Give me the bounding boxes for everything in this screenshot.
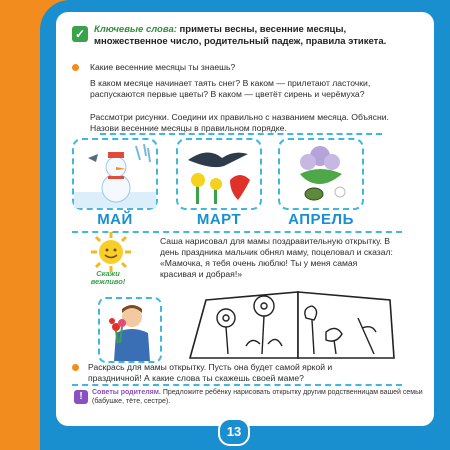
say-politely-badge: Скажи вежливо! [90, 269, 126, 286]
bullet-dot-icon [72, 364, 79, 371]
keywords-text [94, 24, 402, 48]
keywords-block [72, 24, 402, 48]
checkmark-icon: ✓ [72, 26, 88, 42]
postcard-coloring-icon[interactable] [186, 288, 398, 362]
picture-card-swallow[interactable] [176, 138, 262, 210]
picture-card-lilac[interactable] [278, 138, 364, 210]
picture-card-snowman[interactable] [72, 138, 158, 210]
bullet-dot-icon [72, 64, 79, 71]
story-text: Саша нарисовал для мамы поздравительную открытку. В день праздника мальчик обнял маму, поцеловал и сказал: «Мамочка, я тебя очень люблю! Ты у меня самая красивая и добрая!» [160, 236, 393, 279]
month-label-may: МАЙ [97, 211, 133, 228]
month-label-april: АПРЕЛЬ [288, 211, 354, 228]
keywords-list: приметы весны, весенние месяцы, множественное число, родительный падеж, правила этикета. [94, 24, 387, 47]
question-1: Какие весенние месяцы ты знаешь? [90, 62, 236, 72]
task-text: Рассмотри рисунки. Соедини их правильно с названием месяца. Объясни. Назови весенние месяцы в правильном порядке. [90, 112, 389, 133]
page-number: 13 [218, 418, 250, 446]
month-label-march: МАРТ [196, 211, 242, 228]
swallow-icon [178, 140, 260, 208]
tip-body: Предложите ребёнку нарисовать открытку другим родственницам вашей семьи (бабушке, тёте, сестре). [92, 389, 423, 405]
boy-picture [98, 297, 162, 363]
lilac-icon [280, 140, 362, 208]
tip-label: Советы родителям. [92, 389, 161, 396]
coloring-task-text: Раскрась для мамы открытку. Пусть она будет самой яркой и праздничной! А какие слова ты скажешь своей маме? [88, 362, 333, 383]
question-2: В каком месяце начинает таять снег? В каком — прилетают ласточки, распускаются первые цветы? В каком — цветёт сирень и черёмуха? [90, 78, 371, 99]
parent-tip [92, 388, 432, 406]
sun-badge-icon [88, 230, 134, 274]
connector-line [100, 133, 382, 135]
tip-divider [72, 384, 402, 386]
boy-with-flowers-icon [100, 299, 160, 361]
keywords-label: Ключевые слова: [94, 24, 177, 35]
exclamation-icon: ! [74, 390, 88, 404]
snowman-icon [74, 140, 156, 208]
